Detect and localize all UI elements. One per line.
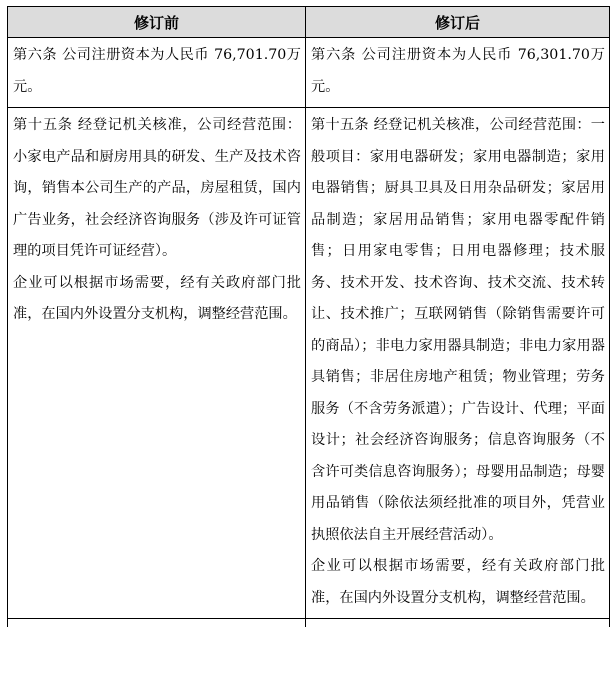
table-row [8,108,610,619]
cell-empty [8,619,306,628]
table-row [8,38,610,108]
article-6-before: 第六条 公司注册资本为人民币 76,701.70万元。 [13,47,301,95]
cell-before [8,38,306,108]
article-6-after: 第六条 公司注册资本为人民币 76,301.70万元。 [311,47,605,95]
article-15-after: 第十五条 经登记机关核准，公司经营范围：一般项目：家用电器研发；家用电器制造；家用电器销售；厨具卫具及日用杂品研发；家居用品制造；家居用品销售；家用电器零配件销售；日用家电零售；日用电器修理；技术服务、技术开发、技术咨询、技术交流、技术转让、技术推广；互联网销售（除销售需要许可的商品）；非电力家用器具制造；非电力家用器具销售；非居住房地产租赁；物业管理；劳务服务（不含劳务派遣）；广告设计、代理；平面设计；社会经济咨询服务；信息咨询服务（不含许可类信息咨询服务）；母婴用品制造；母婴用品销售（除依法须经批准的项目外，凭营业执照依法自主开展经营活动）。 [311,117,605,543]
cell-before [8,108,306,619]
revision-table [7,6,610,627]
header-row [8,7,610,38]
article-15-after-para2: 企业可以根据市场需要，经有关政府部门批准，在国内外设置分支机构，调整经营范围。 [311,558,605,606]
article-15-before: 第十五条 经登记机关核准，公司经营范围：小家电产品和厨房用具的研发、生产及技术咨询，销售本公司生产的产品，房屋租赁，国内广告业务，社会经济咨询服务（涉及许可证管理的项目凭许可证经营）。 [13,117,301,259]
cell-empty [306,619,610,628]
table-row-partial [8,619,610,628]
article-15-before-para2: 企业可以根据市场需要，经有关政府部门批准，在国内外设置分支机构，调整经营范围。 [13,274,301,322]
header-after: 修订后 [306,7,610,38]
cell-after [306,108,610,619]
header-before: 修订前 [8,7,306,38]
cell-after [306,38,610,108]
